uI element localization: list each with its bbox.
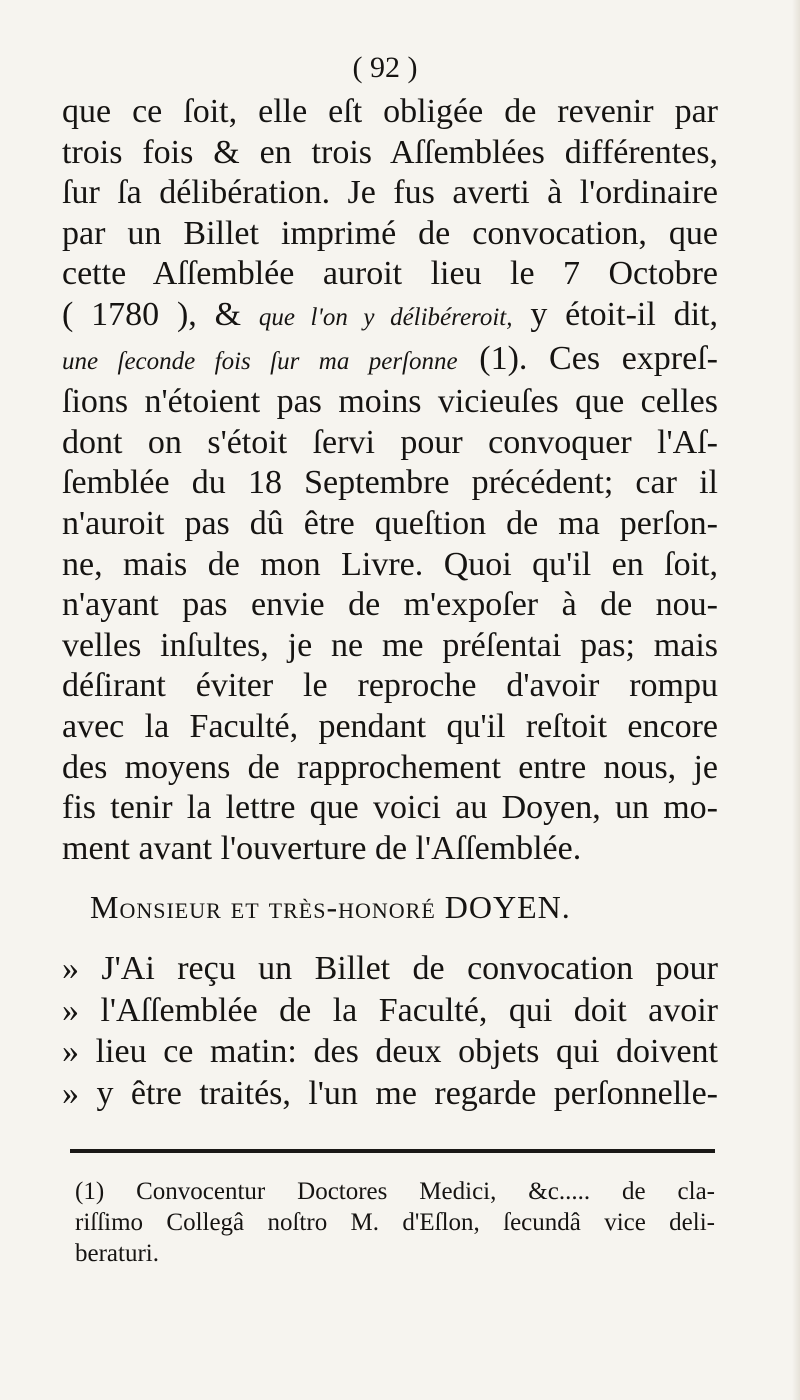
text-segment: (1). Ces expreſ-	[457, 339, 718, 377]
text-line: ment avant l'ouverture de l'Aſſemblée.	[62, 829, 582, 867]
text-line: par un Billet imprimé de convocation, que	[62, 214, 718, 252]
footnote-line: (1) Convocentur Doctores Medici, &c..... de cla-	[75, 1178, 715, 1205]
italic-quote: une ſeconde fois ſur ma perſonne	[62, 347, 458, 375]
text-line: ſemblée du 18 Septembre précédent; car il	[62, 464, 718, 502]
text-line: » lieu ce matin: des deux objets qui doivent	[62, 1033, 718, 1070]
text-segment: y étoit-il dit,	[512, 295, 718, 333]
text-line: trois fois & en trois Aſſemblées différentes,	[62, 133, 718, 171]
text-line: ne, mais de mon Livre. Quoi qu'il en ſoit,	[62, 545, 718, 583]
text-line: que ce ſoit, elle eſt obligée de revenir par	[62, 93, 718, 130]
text-line: des moyens de rapprochement entre nous, je	[62, 748, 718, 786]
text-line: cette Aſſemblée auroit lieu le 7 Octobre	[62, 255, 718, 293]
text-line: avec la Faculté, pendant qu'il reſtoit encore	[62, 707, 718, 745]
page-edge	[792, 0, 800, 1400]
body-paragraph	[62, 92, 718, 869]
letter-heading: Monsieur et très-honoré DOYEN.	[90, 889, 571, 925]
text-line: ſions n'étoient pas moins vicieuſes que celles	[62, 383, 718, 421]
text-line: » y être traités, l'un me regarde perſonnelle-	[62, 1074, 718, 1112]
page-number: ( 92 )	[352, 51, 418, 84]
text-line: fis tenir la lettre que voici au Doyen, un mo-	[62, 789, 718, 827]
text-line: » J'Ai reçu un Billet de convocation pour	[62, 950, 718, 987]
text-segment: ( 1780 ), &	[62, 295, 259, 333]
text-line: » l'Aſſemblée de la Faculté, qui doit avoir	[62, 991, 718, 1029]
text-line: n'auroit pas dû être queſtion de ma perſon-	[62, 504, 718, 542]
footnote-line: riſſimo Collegâ noſtro M. d'Eſlon, ſecundâ vice deli-	[75, 1209, 715, 1236]
text-line: velles inſultes, je ne me préſentai pas; mais	[62, 626, 718, 664]
footnote-line: beraturi.	[75, 1240, 159, 1267]
text-line: n'ayant pas envie de m'expoſer à de nou-	[62, 586, 718, 624]
text-line	[62, 295, 718, 339]
text-line	[62, 339, 718, 383]
text-line: déſirant éviter le reproche d'avoir rompu	[62, 667, 718, 705]
text-line: dont on s'étoit ſervi pour convoquer l'Aſ-	[62, 423, 718, 461]
footnote	[75, 1176, 715, 1269]
footnote-divider	[70, 1149, 715, 1153]
letter-paragraph	[62, 948, 718, 1114]
italic-quote: que l'on y délibéreroit,	[258, 303, 513, 331]
text-line: ſur ſa délibération. Je fus averti à l'ordinaire	[62, 174, 718, 212]
